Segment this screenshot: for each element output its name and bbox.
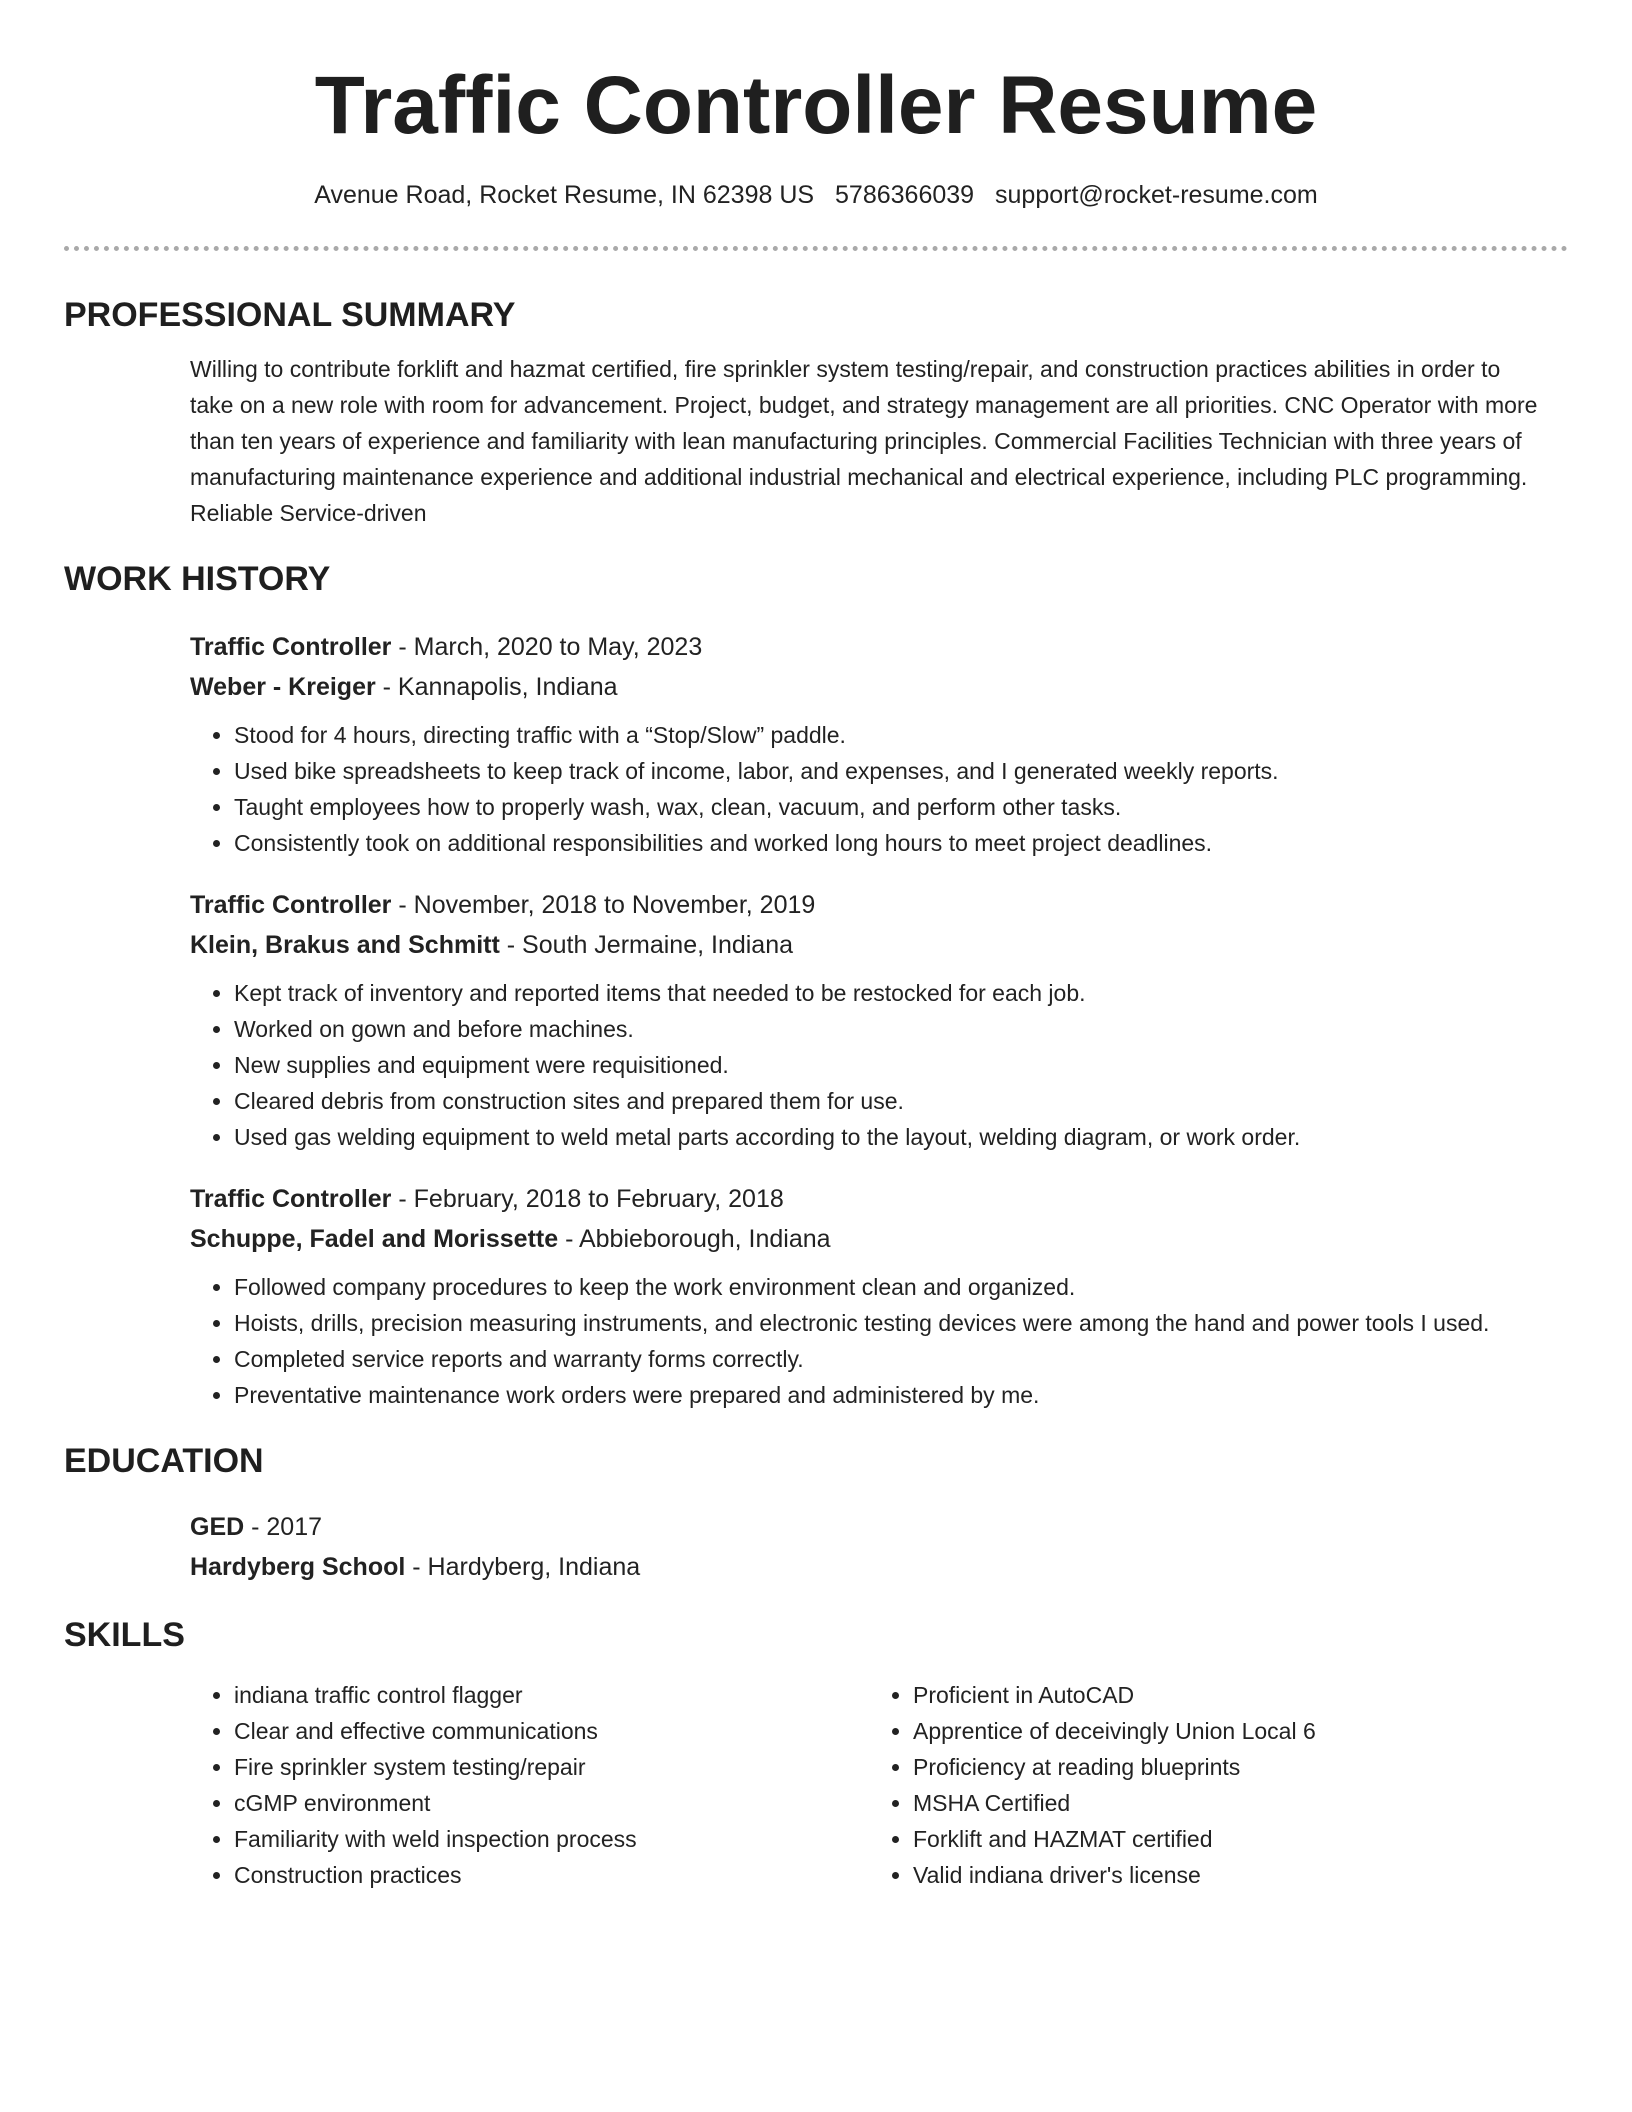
job-duties	[190, 717, 1548, 861]
job-duty: • Kept track of inventory and reported items that needed to be restocked for each job.	[234, 975, 1548, 1011]
skills-column-right	[869, 1677, 1548, 1893]
skill-item: • Construction practices	[234, 1857, 869, 1893]
work-history-list	[190, 627, 1548, 1413]
skill-item: • Valid indiana driver's license	[913, 1857, 1548, 1893]
job-duty: • Used gas welding equipment to weld metal parts according to the layout, welding diagram, or work order.	[234, 1119, 1548, 1155]
job-entry	[190, 627, 1548, 861]
job-company: Schuppe, Fadel and Morissette	[190, 1225, 559, 1253]
header-divider	[64, 246, 1568, 251]
job-duty: • Cleared debris from construction sites and prepared them for use.	[234, 1083, 1548, 1119]
job-title-line	[190, 627, 1548, 667]
contact-email: support@rocket-resume.com	[995, 181, 1318, 209]
contact-line	[64, 178, 1568, 212]
job-location: - South Jermaine, Indiana	[499, 931, 794, 959]
resume-page	[64, 0, 1568, 1893]
job-location: - Abbieborough, Indiana	[558, 1225, 831, 1253]
education-degree-line	[190, 1507, 1548, 1547]
skill-item: • Fire sprinkler system testing/repair	[234, 1749, 869, 1785]
job-duty: • Consistently took on additional responsibilities and worked long hours to meet project deadlines.	[234, 825, 1548, 861]
job-title-line	[190, 1179, 1548, 1219]
job-title-line	[190, 885, 1548, 925]
job-title: Traffic Controller	[190, 633, 392, 661]
education-location: - Hardyberg, Indiana	[405, 1553, 641, 1581]
job-duties	[190, 1269, 1548, 1413]
job-dates: - March, 2020 to May, 2023	[391, 633, 703, 661]
job-location: - Kannapolis, Indiana	[375, 673, 618, 701]
education-heading: EDUCATION	[64, 1442, 264, 1480]
job-duty: • Used bike spreadsheets to keep track of income, labor, and expenses, and I generated weekly reports.	[234, 753, 1548, 789]
job-duty: • Worked on gown and before machines.	[234, 1011, 1548, 1047]
skill-item: • MSHA Certified	[913, 1785, 1548, 1821]
work-history-heading: WORK HISTORY	[64, 560, 331, 598]
job-company-line	[190, 925, 1548, 965]
contact-address: Avenue Road, Rocket Resume, IN 62398 US	[314, 181, 815, 209]
job-duty: • Stood for 4 hours, directing traffic with a “Stop/Slow” paddle.	[234, 717, 1548, 753]
job-entry	[190, 885, 1548, 1155]
education-degree: GED	[190, 1513, 245, 1541]
skills-list	[190, 1677, 1548, 1893]
job-company: Weber - Kreiger	[190, 673, 376, 701]
education-year: - 2017	[244, 1513, 323, 1541]
job-duty: • Followed company procedures to keep the work environment clean and organized.	[234, 1269, 1548, 1305]
education-school: Hardyberg School	[190, 1553, 406, 1581]
job-duty: • Completed service reports and warranty forms correctly.	[234, 1341, 1548, 1377]
skill-item: • Familiarity with weld inspection process	[234, 1821, 869, 1857]
skills-column-left	[190, 1677, 869, 1893]
skills-heading: SKILLS	[64, 1616, 185, 1654]
job-title: Traffic Controller	[190, 891, 392, 919]
skill-item: • indiana traffic control flagger	[234, 1677, 869, 1713]
job-dates: - February, 2018 to February, 2018	[391, 1185, 784, 1213]
job-company-line	[190, 667, 1548, 707]
skill-item: • cGMP environment	[234, 1785, 869, 1821]
education-entry	[190, 1507, 1548, 1587]
summary-heading: PROFESSIONAL SUMMARY	[64, 296, 516, 334]
skill-item: • Apprentice of deceivingly Union Local 6	[913, 1713, 1548, 1749]
skill-item: • Proficient in AutoCAD	[913, 1677, 1548, 1713]
job-company: Klein, Brakus and Schmitt	[190, 931, 500, 959]
job-duty: • Preventative maintenance work orders were prepared and administered by me.	[234, 1377, 1548, 1413]
skill-item: • Clear and effective communications	[234, 1713, 869, 1749]
summary-text: Willing to contribute forklift and hazmat certified, fire sprinkler system testing/repair, and construction practices abilities in order to take on a new role with room for advancement. Project, budget, and strategy management are all priorities. CNC Operator with more than ten years of experience and familiarity with lean manufacturing principles. Commercial Facilities Technician with three years of manufacturing maintenance experience and additional industrial mechanical and electrical experience, including PLC programming. Reliable Service-driven	[190, 356, 1538, 526]
job-dates: - November, 2018 to November, 2019	[391, 891, 816, 919]
job-duty: • Taught employees how to properly wash, wax, clean, vacuum, and perform other tasks.	[234, 789, 1548, 825]
education-school-line	[190, 1547, 1548, 1587]
job-duties	[190, 975, 1548, 1155]
contact-phone: 5786366039	[835, 181, 975, 209]
skill-item: • Forklift and HAZMAT certified	[913, 1821, 1548, 1857]
job-title: Traffic Controller	[190, 1185, 392, 1213]
resume-title: Traffic Controller Resume	[314, 60, 1318, 151]
job-duty: • Hoists, drills, precision measuring instruments, and electronic testing devices were among the hand and power tools I used.	[234, 1305, 1548, 1341]
job-company-line	[190, 1219, 1548, 1259]
job-entry	[190, 1179, 1548, 1413]
skill-item: • Proficiency at reading blueprints	[913, 1749, 1548, 1785]
job-duty: • New supplies and equipment were requisitioned.	[234, 1047, 1548, 1083]
